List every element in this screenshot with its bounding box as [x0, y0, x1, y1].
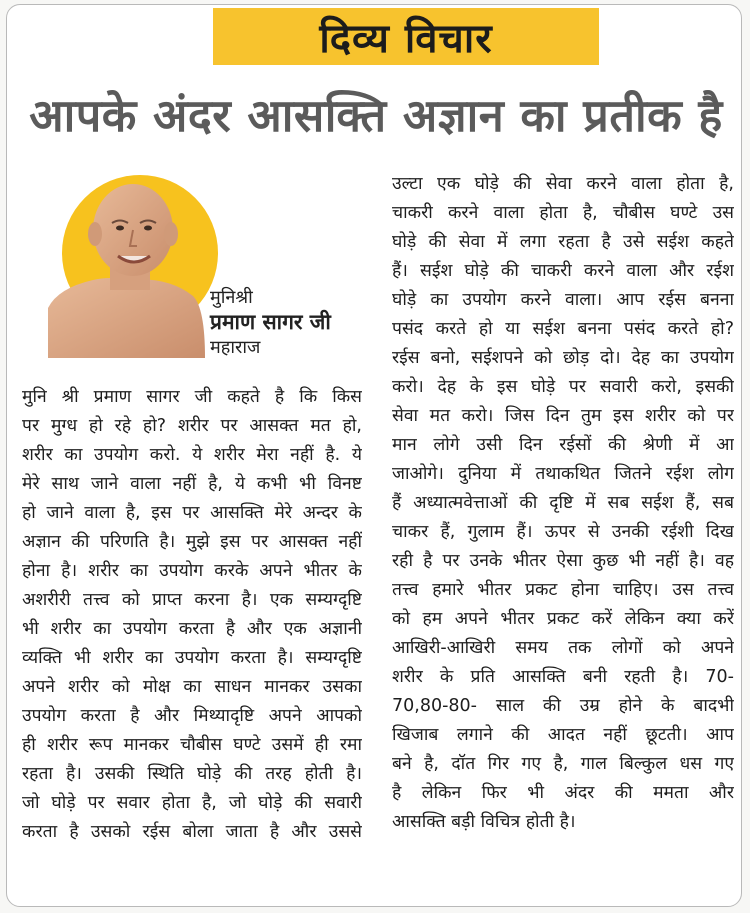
- text-line: भी शरीर का उपयोग करता है और एक अज्ञानी: [22, 619, 362, 639]
- text-line: चाकर हैं, गुलाम हैं। ऊपर से उनकी रईशी दिख: [392, 522, 734, 542]
- text-line: अज्ञान की परिणति है। मुझे इस पर आसक्त नहीं: [22, 532, 362, 552]
- article-column-left: [22, 383, 362, 847]
- text-line: पसंद करते हो या सईश बनना पसंद करते हो?: [392, 319, 734, 339]
- text-line: को हम अपने भीतर प्रकट करें लेकिन क्या करें: [392, 609, 734, 629]
- author-byline: [210, 286, 360, 359]
- author-name: प्रमाण सागर जी: [210, 310, 331, 334]
- text-line: मेरे साथ जाने वाला नहीं है, ये कभी भी विनष्ट: [22, 474, 362, 494]
- text-line: आसक्ति बड़ी विचित्र होती है।: [392, 812, 576, 832]
- text-line: शरीर का उपयोग करो. ये शरीर मेरा नहीं है. ये: [22, 445, 362, 465]
- monk-portrait-image: [48, 178, 205, 358]
- text-line: रहता है। उसकी स्थिति घोड़े की तरह होती है।: [22, 764, 362, 784]
- text-line: रही है पर उनके भीतर ऐसा कुछ भी नहीं है। वह: [392, 551, 734, 571]
- text-line: हैं। सईश घोड़े की चाकरी करने वाला और रईश: [392, 261, 734, 281]
- author-suffix: महाराज: [210, 337, 261, 358]
- text-line: होना है। शरीर का उपयोग करके अपने भीतर के: [22, 561, 362, 581]
- headline: आपके अंदर आसक्ति अज्ञान का प्रतीक है: [29, 88, 723, 142]
- text-line: पर मुग्ध हो रहे हो? शरीर पर आसक्त मत हो,: [22, 416, 362, 436]
- author-photo: [48, 178, 205, 358]
- text-line: जो घोड़े पर सवार होता है, जो घोड़े की सवारी: [22, 793, 362, 813]
- text-line: सेवा मत करो। जिस दिन तुम इस शरीर को पर: [392, 406, 734, 426]
- text-line: शरीर के प्रति आसक्ति बनी रहती है। 70-: [392, 667, 734, 687]
- text-line: व्यक्ति भी शरीर का उपयोग करता है। सम्यग्दृष्टि: [22, 648, 362, 668]
- text-line: बने है, दॉत गिर गए है, गाल बिल्कुल धस गए: [392, 754, 734, 774]
- text-line: अपने शरीर को मोक्ष का साधन मानकर उसका: [22, 677, 362, 697]
- text-line: रईस बनो, सईशपने को छोड़ दो। देह का उपयोग: [392, 348, 734, 368]
- text-line: आखिरी-आखिरी समय तक लोगों को अपने: [392, 638, 734, 658]
- text-line: चाकरी करने वाला होता है, चौबीस घण्टे उस: [392, 203, 734, 223]
- text-line: उल्टा एक घोड़े की सेवा करने वाला होता है,: [392, 174, 734, 194]
- text-line: ही शरीर रूप मानकर चौबीस घण्टे उसमें ही रमा: [22, 735, 362, 755]
- text-line: अशरीरी तत्त्व को प्राप्त करना है। एक सम्यग्दृष्टि: [22, 590, 362, 610]
- text-line: 70,80-80- साल की उम्र होने के बादभी: [392, 696, 734, 716]
- text-line: जाओगे। दुनिया में तथाकथित जितने रईश लोग: [392, 464, 734, 484]
- text-line: घोड़े की सेवा में लगा रहता है उसे सईश कहते: [392, 232, 734, 252]
- author-prefix: मुनिश्री: [210, 287, 253, 308]
- text-line: करो। देह के इस घोड़े पर सवारी करो, इसकी: [392, 377, 734, 397]
- text-line: उपयोग करता है और मिथ्यादृष्टि अपने आपको: [22, 706, 362, 726]
- text-line: तत्त्व हमारे भीतर प्रकट होना चाहिए। उस तत्त्व: [392, 580, 734, 600]
- section-tag-label: दिव्य विचार: [319, 16, 493, 62]
- article-column-right: [392, 170, 734, 837]
- text-line: घोड़े का उपयोग करने वाला। आप रईस बनना: [392, 290, 734, 310]
- text-line: करता है उसको रईस बोला जाता है और उससे: [22, 822, 362, 842]
- text-line: है लेकिन फिर भी अंदर की ममता और: [392, 783, 734, 803]
- text-line: मान लोगे उसी दिन रईसों की श्रेणी में आ: [392, 435, 734, 455]
- text-line: हो जाने वाला है, इस पर आसक्ति मेरे अन्दर के: [22, 503, 362, 523]
- section-tag: [213, 8, 599, 65]
- text-line: हैं अध्यात्मवेत्ताओं की दृष्टि में सब सईश हैं, सब: [392, 493, 734, 513]
- text-line: खिजाब लगाने की आदत नहीं छूटती। आप: [392, 725, 734, 745]
- text-line: मुनि श्री प्रमाण सागर जी कहते है कि किस: [22, 387, 362, 407]
